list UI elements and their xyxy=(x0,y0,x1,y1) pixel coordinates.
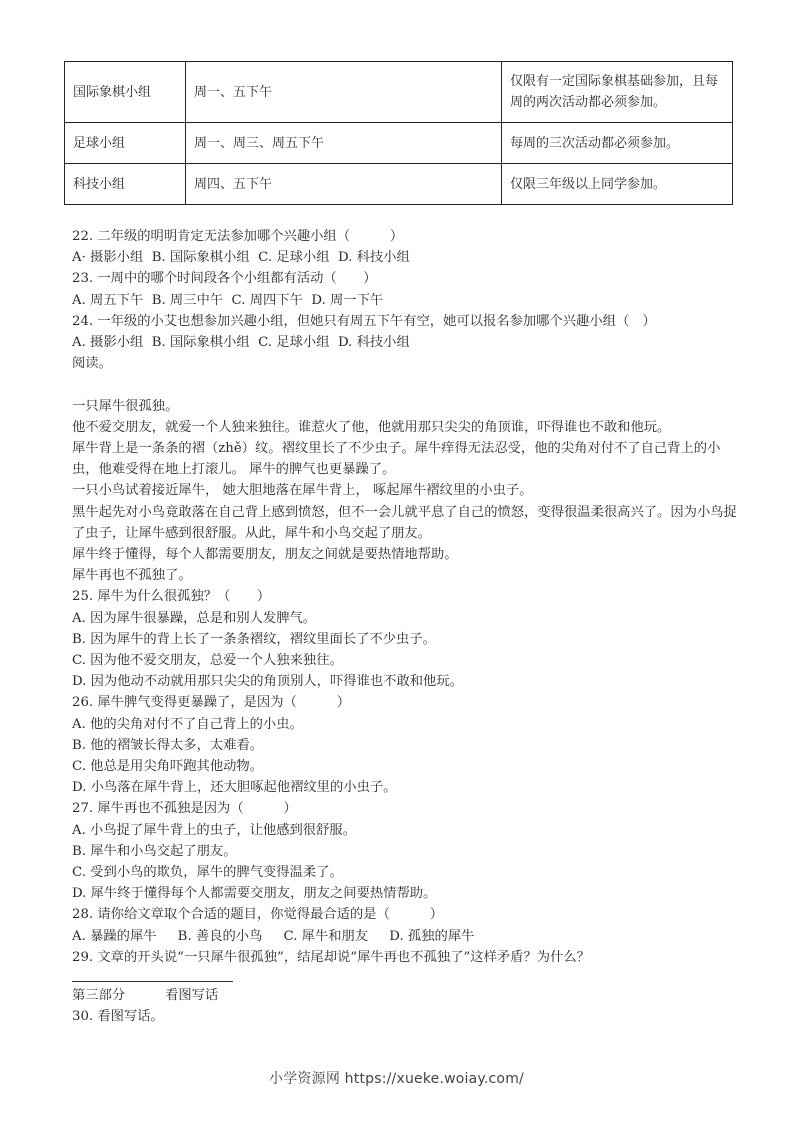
option-c: C. 因为他不爱交朋友，总爱一个人独来独往。 xyxy=(72,653,343,669)
option-b: B. 犀牛和小鸟交起了朋友。 xyxy=(72,843,237,859)
requirement-cell: 每周的三次活动都必须参加。 xyxy=(502,123,733,164)
answer-divider-line xyxy=(72,981,233,982)
table-row xyxy=(65,123,733,164)
question-28-options: A. 暴躁的犀牛 B. 善良的小鸟 C. 犀牛和朋友 D. 孤独的犀牛 xyxy=(72,928,475,944)
requirement-cell: 仅限三年级以上同学参加。 xyxy=(502,164,733,205)
footer-watermark: 小学资源网 https://xueke.woiay.com/ xyxy=(269,1071,524,1087)
passage-paragraph: 犀牛终于懂得，每个人都需要朋友，朋友之间就是要热情地帮助。 xyxy=(72,547,458,563)
question-25: 25. 犀牛为什么很孤独？（ ） xyxy=(72,589,271,605)
option-b: B. 他的褶皱长得太多，太难看。 xyxy=(72,737,264,753)
question-22-options: A· 摄影小组 B. 国际象棋小组 C. 足球小组 D. 科技小组 xyxy=(72,250,410,266)
passage-title: 一只犀牛很孤独。 xyxy=(72,398,179,414)
passage-paragraph: 黑牛起先对小鸟竟敢落在自己背上感到愤怒，但不一会儿就平息了自己的愤怒，变得很温柔很高兴了。因为小鸟捉了虫子，让犀牛感到很舒服。从此，犀牛和小鸟交起了朋友。 xyxy=(72,504,737,541)
question-24-options: A. 摄影小组 B. 国际象棋小组 C. 足球小组 D. 科技小组 xyxy=(72,335,410,351)
document-body xyxy=(72,226,742,1028)
question-23: 23. 一周中的哪个时间段各个小组都有活动（ ） xyxy=(72,271,377,287)
passage-paragraph: 犀牛再也不孤独了。 xyxy=(72,568,192,584)
question-30: 30. 看图写话。 xyxy=(72,1009,164,1025)
option-d: D. 犀牛终于懂得每个人都需要交朋友，朋友之间要热情帮助。 xyxy=(72,886,437,902)
question-29: 29. 文章的开头说“一只犀牛很孤独”，结尾却说“犀牛再也不孤独了”这样矛盾？为什么？ xyxy=(72,949,590,965)
question-23-options: A. 周五下午 B. 周三中午 C. 周四下午 D. 周一下午 xyxy=(72,292,384,308)
option-d: D. 小鸟落在犀牛背上，还大胆啄起他褶纹里的小虫子。 xyxy=(72,780,397,796)
option-a: A. 他的尖角对付不了自己背上的小虫。 xyxy=(72,716,303,732)
passage-paragraph: 他不爱交朋友，就爱一个人独来独往。谁惹火了他，他就用那只尖尖的角顶谁，吓得谁也不敢和他玩。 xyxy=(72,419,671,435)
passage-paragraph: 一只小鸟试着接近犀牛， 她大胆地落在犀牛背上， 啄起犀牛褶纹里的小虫子。 xyxy=(72,483,533,499)
group-name-cell: 足球小组 xyxy=(65,123,186,164)
option-a: A. 小鸟捉了犀牛背上的虫子，让他感到很舒服。 xyxy=(72,822,356,838)
option-b: B. 因为犀牛的背上长了一条条褶纹，褶纹里面长了不少虫子。 xyxy=(72,631,436,647)
reading-label: 阅读。 xyxy=(72,356,112,372)
question-27: 27. 犀牛再也不孤独是因为（ ） xyxy=(72,801,297,817)
question-28: 28. 请你给文章取个合适的题目，你觉得最合适的是（ ） xyxy=(72,907,444,923)
question-22: 22. 二年级的明明肯定无法参加哪个兴趣小组（ ） xyxy=(72,229,404,244)
interest-group-table xyxy=(64,61,733,205)
question-26: 26. 犀牛脾气变得更暴躁了，是因为（ ） xyxy=(72,695,351,711)
activity-time-cell: 周一、周三、周五下午 xyxy=(186,123,502,164)
option-c: C. 他总是用尖角吓跑其他动物。 xyxy=(72,759,264,775)
blank-line xyxy=(72,374,742,395)
passage-paragraph: 犀牛背上是一条条的褶（zhě）纹。褶纹里长了不少虫子。犀牛痒得无法忍受，他的尖角对付不了自己背上的小虫，他难受得在地上打滚儿。 犀牛的脾气也更暴躁了。 xyxy=(72,441,721,478)
group-name-cell: 科技小组 xyxy=(65,164,186,205)
option-d: D. 因为他动不动就用那只尖尖的角顶别人，吓得谁也不敢和他玩。 xyxy=(72,674,463,690)
option-c: C. 受到小鸟的欺负，犀牛的脾气变得温柔了。 xyxy=(72,865,343,881)
requirement-cell: 仅限有一定国际象棋基础参加，且每周的两次活动都必须参加。 xyxy=(502,62,733,123)
table-row xyxy=(65,164,733,205)
option-a: A. 因为犀牛很暴躁，总是和别人发脾气。 xyxy=(72,610,317,626)
activity-time-cell: 周一、五下午 xyxy=(186,62,502,123)
activity-time-cell: 周四、五下午 xyxy=(186,164,502,205)
group-name-cell: 国际象棋小组 xyxy=(65,62,186,123)
question-24: 24. 一年级的小艾也想参加兴趣小组，但她只有周五下午有空，她可以报名参加哪个兴趣小组（ ） xyxy=(72,313,656,329)
part-three-heading: 第三部分 看图写话 xyxy=(72,988,219,1004)
table-row xyxy=(65,62,733,123)
